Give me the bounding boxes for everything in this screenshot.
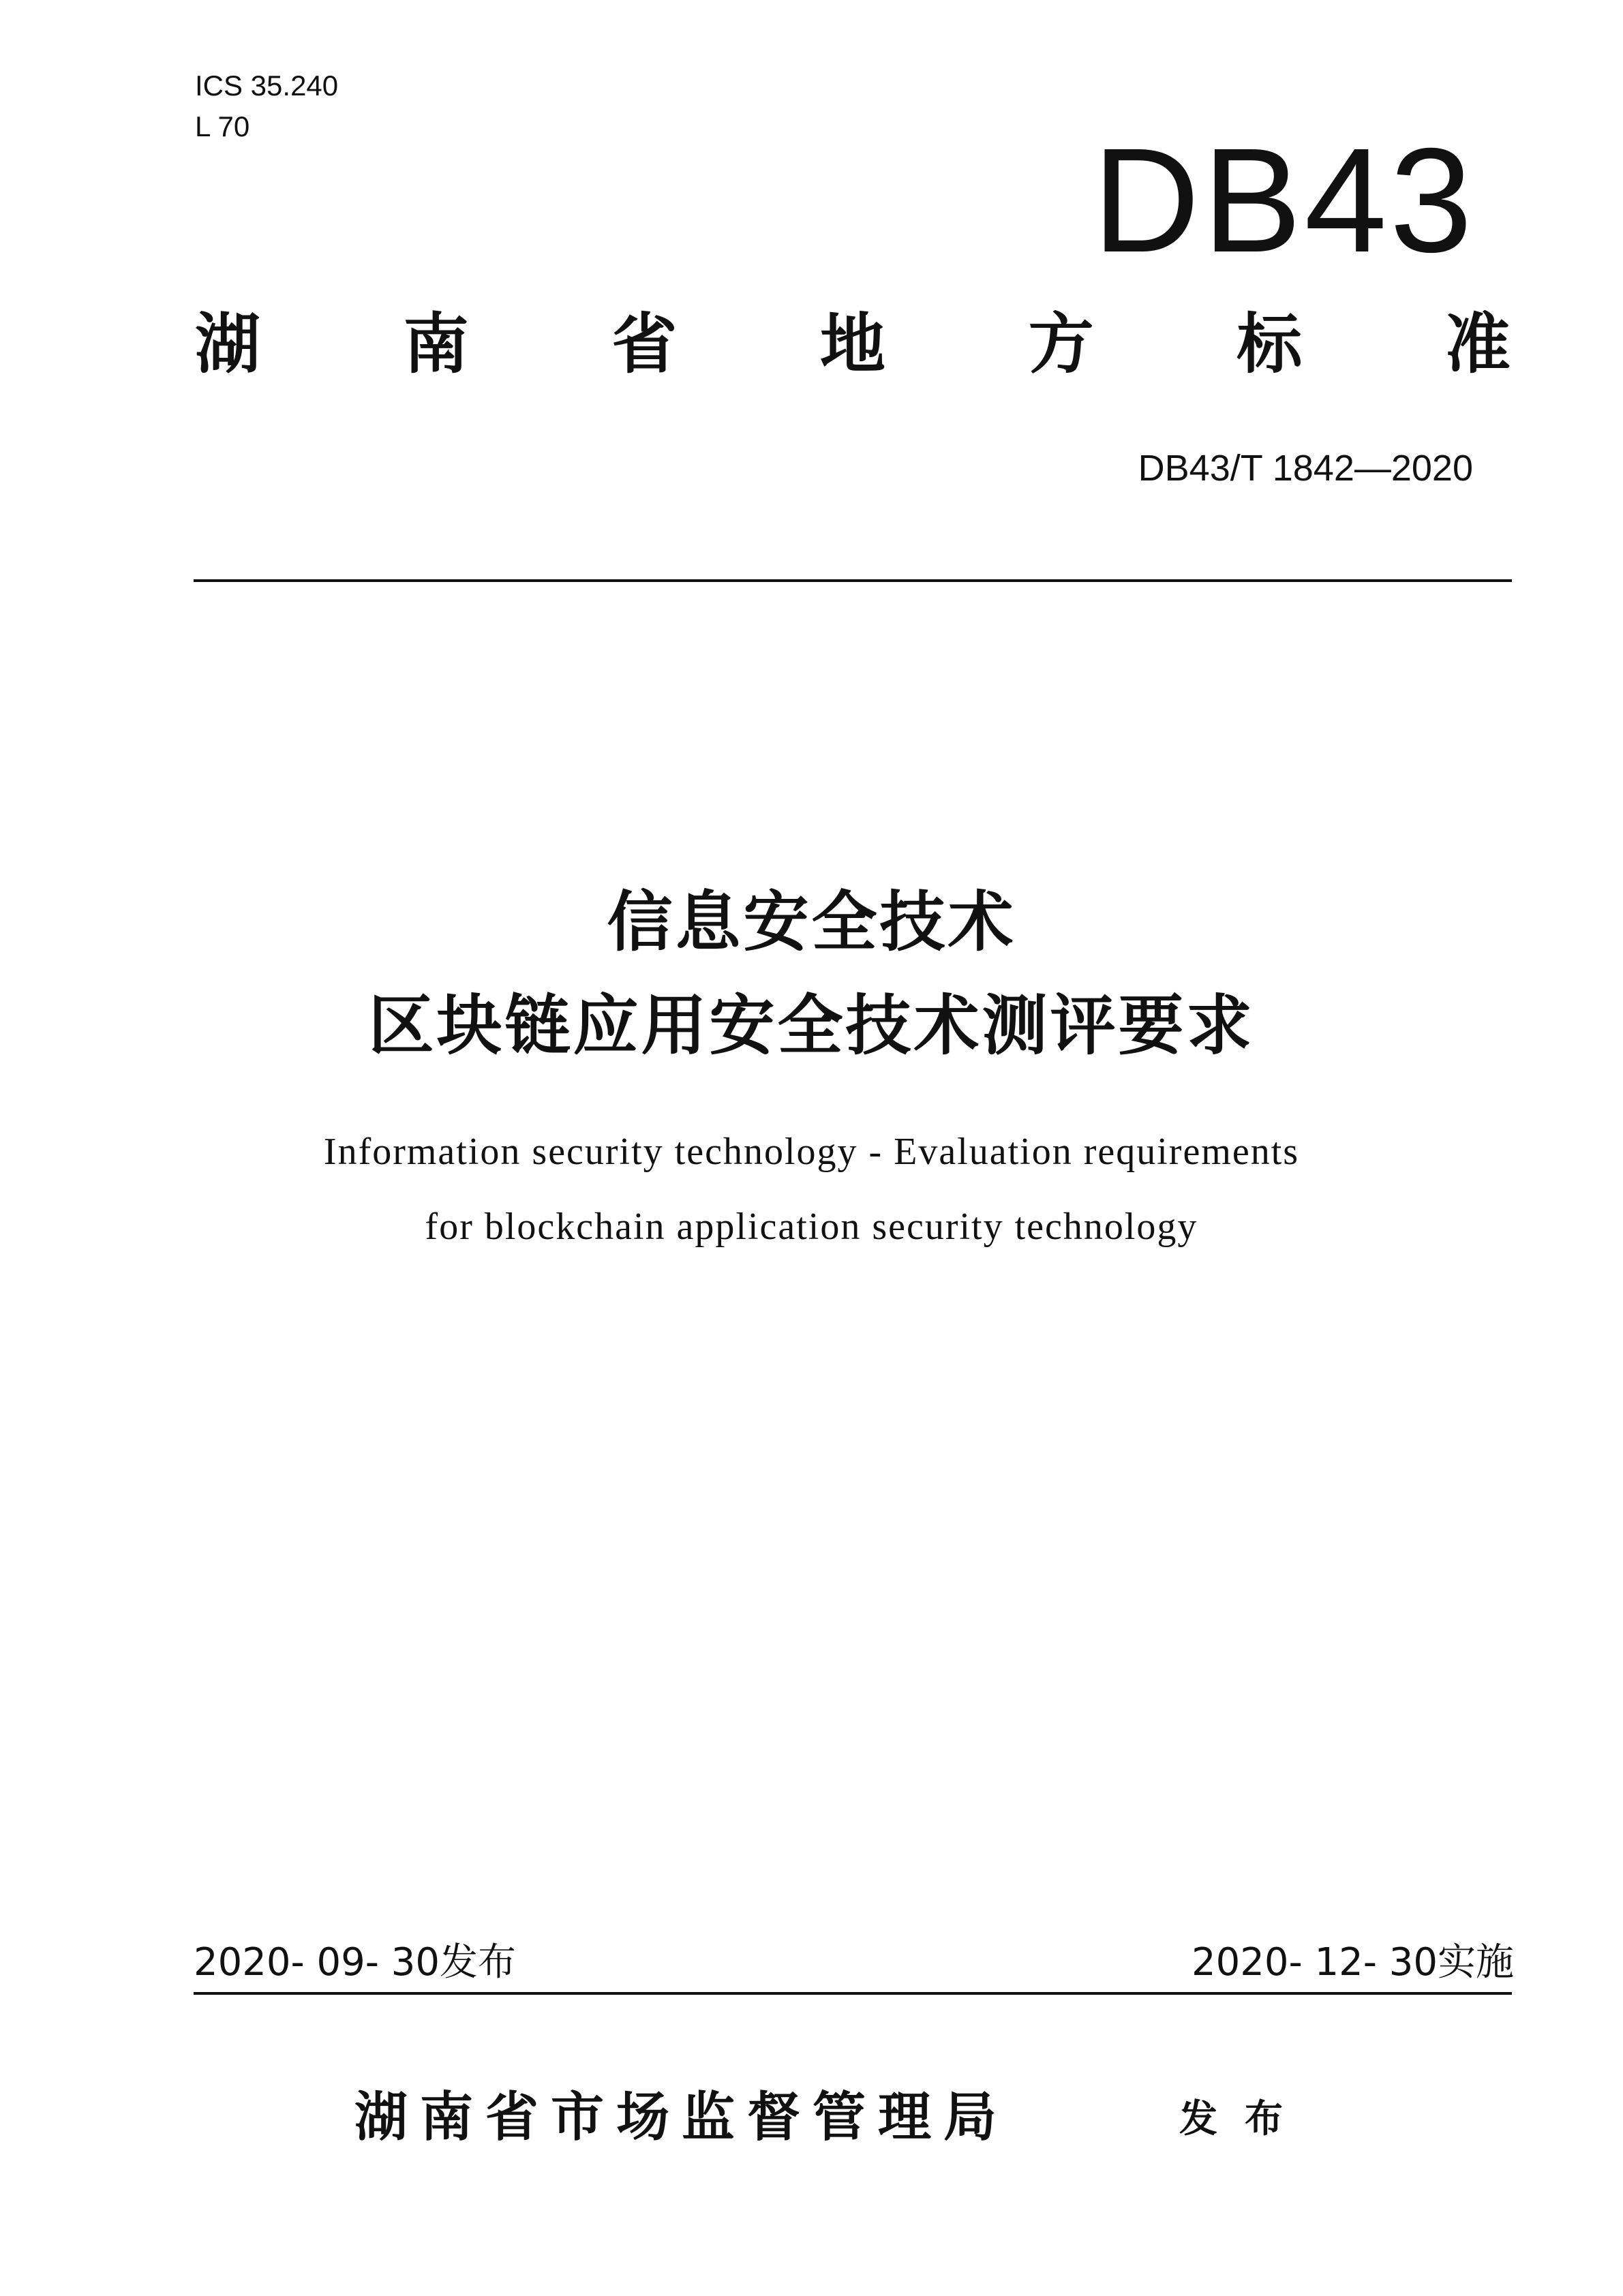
standard-number: DB43/T 1842—2020 [1138,448,1473,489]
standard-type-char: 省 [611,306,678,382]
chinese-title-line-2: 区块链应用安全技术测评要求 [368,988,1255,1064]
standard-type-char: 准 [1444,306,1511,382]
english-title-line-1: Information security technology - Evaluation requirements [323,1131,1300,1173]
ics-code: ICS 35.240 [195,70,339,102]
chinese-title-line-1: 信息安全技术 [607,884,1016,960]
db-code: DB43 [1092,118,1475,284]
standard-type-char: 标 [1237,306,1303,382]
top-divider [194,579,1512,582]
ccs-code: L 70 [195,110,250,142]
english-title-line-2: for blockchain application security technology [425,1206,1198,1248]
standard-type [195,300,1511,388]
issue-label: 发布 [1179,2097,1310,2141]
standard-type-char: 南 [403,306,469,382]
bottom-divider [194,1992,1512,1995]
standard-type-char: 方 [1028,306,1094,382]
issue-date: 2020- 09- 30发布 [194,1940,517,1985]
issuing-authority: 湖南省市场监督管理局 [354,2087,1010,2148]
implementation-date: 2020- 12- 30实施 [1191,1940,1514,1985]
classification-codes [195,65,338,147]
standard-type-char: 地 [819,306,885,382]
standard-type-char: 湖 [195,306,260,382]
